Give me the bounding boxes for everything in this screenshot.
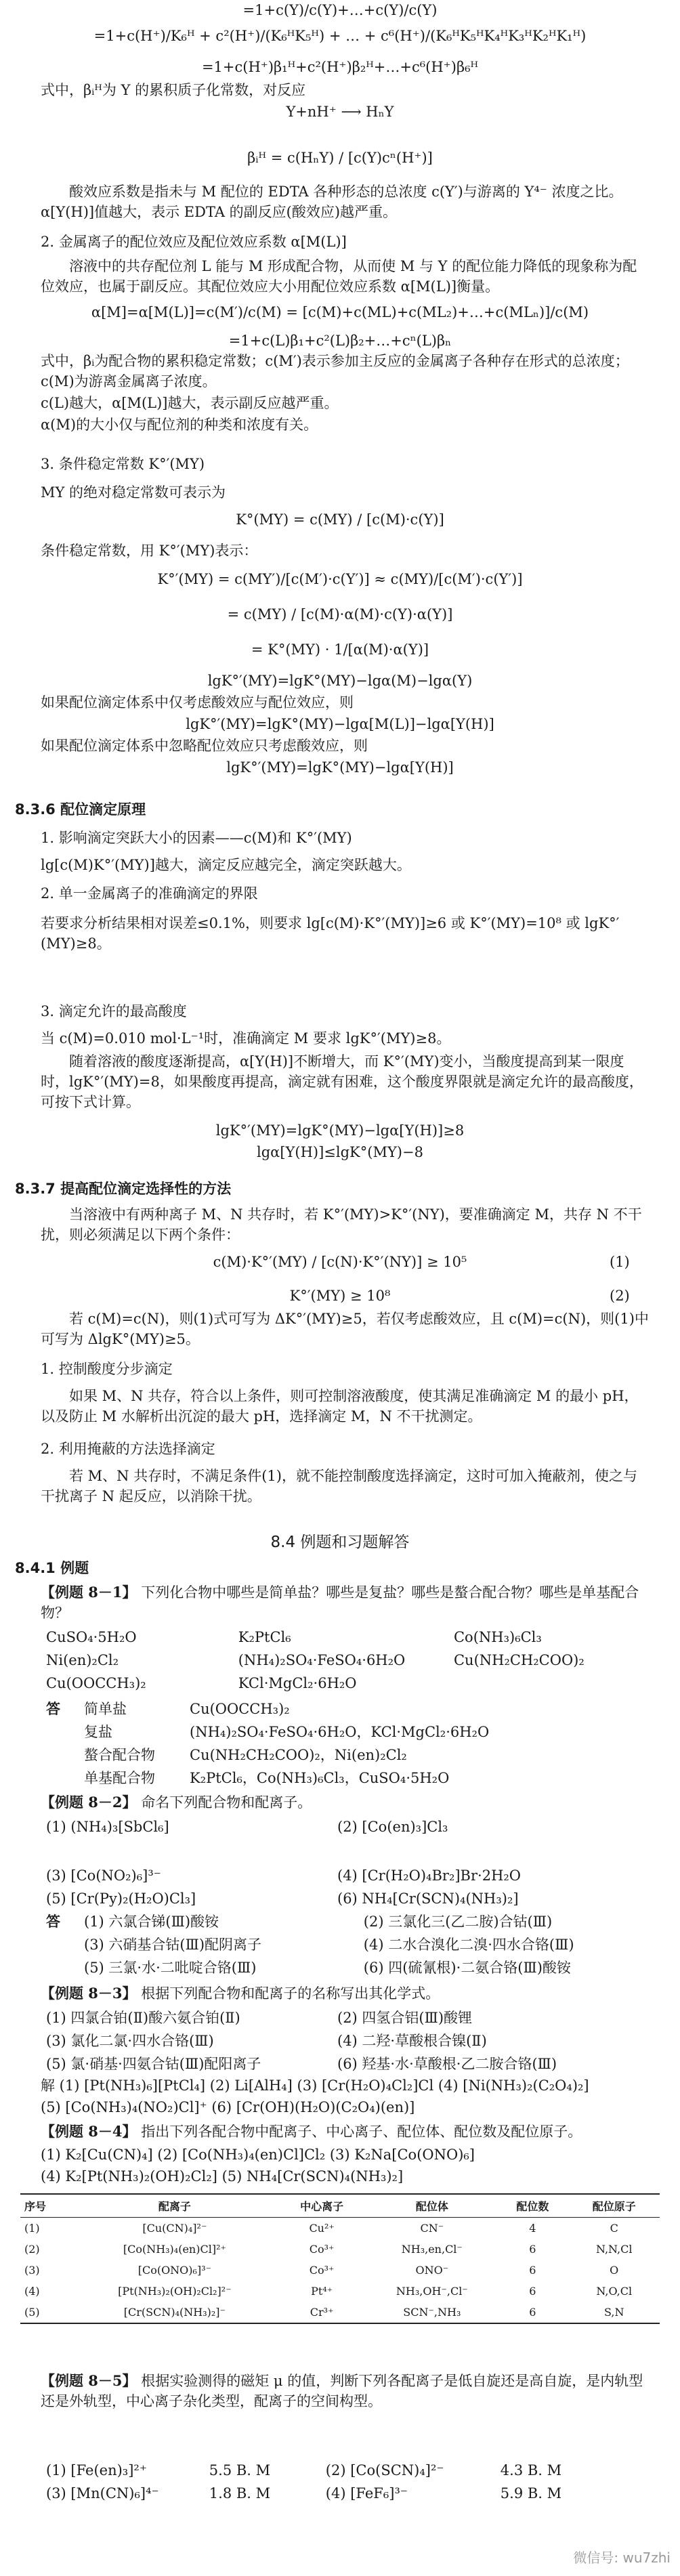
section-3-eq5: lgK°′(MY)=lgK°(MY)−lgα(M)−lgα(Y)	[207, 673, 473, 689]
ex5-moment: 5.5 B. M	[209, 2462, 271, 2478]
section-836-title: 8.3.6 配位滴定原理	[15, 801, 146, 818]
example-question: 根据下列配合物和配离子的名称写出其化学式。	[141, 1985, 440, 2002]
section-2-note1: 式中，βᵢ为配合物的累积稳定常数；c(M′)表示参加主反应的金属离子各种存在形式的总浓度；c(M)为游离金属离子浓度。	[41, 353, 629, 389]
example-8-3-items	[41, 2006, 650, 2075]
example-8-2-items	[41, 1815, 650, 1910]
section-3-p2: 条件稳定常数，用 K°′(MY)表示：	[41, 543, 258, 559]
example-label: 【例题 8－4】	[41, 2123, 137, 2140]
ex2-ans: (1) 六氯合锑(Ⅲ)酸铵	[84, 1914, 219, 1930]
example-8-5-items	[41, 2459, 650, 2505]
section-836-sub1: 1. 影响滴定突跃大小的因素——c(M)和 K°′(MY)	[41, 830, 352, 846]
ex5-moment: 5.9 B. M	[500, 2485, 562, 2501]
table-cell: (1)	[24, 2222, 40, 2235]
section-3-p4: 如果配位滴定体系中忽略配位效应只考虑酸效应，则	[41, 738, 368, 754]
ex5-ion: (2) [Co(SCN)₄]²⁻	[325, 2462, 444, 2478]
example-label: 【例题 8－1】	[41, 1584, 137, 1601]
example-label: 【例题 8－5】	[41, 2372, 137, 2389]
watermark: 微信号: wu7zhi	[573, 2550, 671, 2566]
ex2-item: (4) [Cr(H₂O)₄Br₂]Br·2H₂O	[337, 1867, 522, 1884]
example-8-2	[41, 1792, 650, 1813]
section-837-p3: 如果 M、N 共存，符合以上条件，则可控制溶液酸度，使其满足准确滴定 M 的最小 pH，以及防止 M 水解析出沉淀的最大 pH，选择滴定 M，N 不干扰测定。	[41, 1388, 639, 1424]
section-836-eq2: lgα[Y(H)]≤lgK°(MY)−8	[257, 1144, 423, 1160]
table-cell: C	[610, 2222, 618, 2235]
example-8-5	[41, 2371, 650, 2411]
table-row	[20, 2218, 660, 2239]
table-cell: N,N,Cl	[595, 2243, 633, 2256]
table-cell: ONO⁻	[415, 2264, 449, 2277]
ex3-item: (6) 羟基·水·草酸根·乙二胺合铬(Ⅲ)	[337, 2056, 557, 2072]
example-label: 【例题 8－2】	[41, 1794, 137, 1811]
ex3-item: (5) 氯·硝基·四氨合钴(Ⅲ)配阳离子	[46, 2056, 261, 2072]
table-cell: CN⁻	[420, 2222, 444, 2235]
ex2-ans: (4) 二水合溴化二溴·四水合铬(Ⅲ)	[363, 1937, 574, 1953]
section-3-title: 3. 条件稳定常数 K°′(MY)	[41, 456, 205, 472]
ex5-ion: (3) [Mn(CN)₆]⁴⁻	[46, 2485, 159, 2501]
ex2-ans: (6) 四(硫氰根)·二氨合铬(Ⅲ)酸铵	[363, 1960, 571, 1976]
table-cell: 4	[529, 2222, 536, 2235]
answer-label: 答	[46, 1913, 60, 1930]
section-2-note3: α(M)的大小仅与配位剂的种类和浓度有关。	[41, 417, 318, 433]
section-836-p2: 若要求分析结果相对误差≤0.1%，则要求 lg[c(M)·K°′(MY)]≥6 或 K°′(MY)=10⁸ 或 lgK°′(MY)≥8。	[41, 915, 620, 952]
ex2-item: (6) NH₄[Cr(SCN)₄(NH₃)₂]	[337, 1891, 519, 1907]
section-836-sub2: 2. 单一金属离子的准确滴定的界限	[41, 885, 258, 902]
ex1-ans-value: (NH₄)₂SO₄·FeSO₄·6H₂O，KCl·MgCl₂·6H₂O	[190, 1724, 490, 1740]
ex1-ans-value: Cu(NH₂CH₂COO)₂，Ni(en)₂Cl₂	[190, 1747, 407, 1763]
table-cell: N,O,Cl	[596, 2285, 633, 2298]
example-8-3-answer-line2: (5) [Co(NH₃)₄(NO₂)Cl]⁺ (6) [Cr(OH)(H₂O)(C₂O₄)(en)]	[41, 2099, 415, 2115]
table-cell: SCN⁻,NH₃	[403, 2306, 461, 2319]
table-cell: 6	[529, 2243, 536, 2256]
ex1-item: Cu(OOCCH₃)₂	[46, 1675, 146, 1691]
table-cell: [Co(NH₃)₄(en)Cl]²⁺	[123, 2243, 226, 2256]
table-cell: (3)	[24, 2264, 40, 2277]
table-header: 序号	[24, 2200, 47, 2213]
section-2-eq1: α[M]=α[M(L)]=c(M′)/c(M) = [c(M)+c(ML)+c(ML₂)+…+c(MLₙ)]/c(M)	[91, 304, 589, 320]
table-cell: [Cu(CN)₄]²⁻	[142, 2222, 207, 2235]
ex2-ans: (5) 三氯·水·二吡啶合铬(Ⅲ)	[84, 1960, 257, 1976]
table-cell: Co³⁺	[309, 2264, 335, 2277]
example-question: 根据实验测得的磁矩 μ 的值，判断下列各配离子是低自旋还是高自旋，是内轨型还是外轨型，中心离子杂化类型，配离子的空间构型。	[41, 2373, 643, 2409]
table-cell: NH₃,en,Cl⁻	[401, 2243, 463, 2256]
table-cell: NH₃,OH⁻,Cl⁻	[396, 2285, 468, 2298]
section-3-eq1: K°(MY) = c(MY) / [c(M)·c(Y)]	[236, 511, 444, 528]
section-836-p3: 当 c(M)=0.010 mol·L⁻¹时，准确滴定 M 要求 lgK°′(MY)≥8。	[41, 1030, 451, 1047]
example-question: 指出下列各配合物中配离子、中心离子、配位体、配位数及配位原子。	[141, 2124, 582, 2140]
section-3-eq4: = K°(MY) · 1/[α(M)·α(Y)]	[251, 641, 429, 658]
table-cell: Cr³⁺	[310, 2306, 334, 2319]
example-8-3	[41, 1983, 650, 2004]
ex1-ans-type: 简单盐	[84, 1701, 127, 1717]
table-cell: Cu²⁺	[309, 2222, 335, 2235]
section-837-title: 8.3.7 提高配位滴定选择性的方法	[15, 1181, 232, 1197]
ex1-item: (NH₄)₂SO₄·FeSO₄·6H₂O	[238, 1652, 406, 1668]
table-cell: 6	[529, 2264, 536, 2277]
table-header: 配位数	[516, 2200, 549, 2213]
ex1-item: K₂PtCl₆	[238, 1629, 291, 1645]
example-8-4-items-line1: (1) K₂[Cu(CN)₄] (2) [Co(NH₃)₄(en)Cl]Cl₂ (3) K₂Na[Co(ONO)₆]	[41, 2147, 475, 2163]
ex1-ans-type: 复盐	[84, 1724, 112, 1740]
table-cell: O	[610, 2264, 619, 2277]
ex1-item: Cu(NH₂CH₂COO)₂	[453, 1652, 585, 1668]
ex3-item: (4) 二羟·草酸根合镍(Ⅱ)	[337, 2033, 487, 2049]
ex1-ans-value: K₂PtCl₆，Co(NH₃)₆Cl₃，CuSO₄·5H₂O	[190, 1770, 450, 1786]
ex2-item: (3) [Co(NO₂)₆]³⁻	[46, 1867, 161, 1884]
answer-label: 答	[46, 1700, 60, 1717]
example-question: 命名下列配合物和配离子。	[141, 1794, 312, 1811]
section-2-eq2: =1+c(L)β₁+c²(L)β₂+…+cⁿ(L)βₙ	[228, 333, 452, 349]
beta-definition: 式中，βᵢᴴ为 Y 的累积质子化常数，对反应	[41, 82, 306, 98]
section-2-note2: c(L)越大，α[M(L)]越大，表示副反应越严重。	[41, 395, 339, 411]
table-header: 中心离子	[300, 2200, 344, 2213]
ex1-item: Co(NH₃)₆Cl₃	[453, 1629, 542, 1645]
table-header: 配位原子	[592, 2200, 636, 2213]
ex2-ans: (3) 六硝基合钴(Ⅲ)配阴离子	[84, 1937, 262, 1953]
table-cell: (4)	[24, 2285, 40, 2298]
example-8-4-items-line2: (4) K₂[Pt(NH₃)₂(OH)₂Cl₂] (5) NH₄[Cr(SCN)₄(NH₃)₂]	[41, 2168, 404, 2184]
section-837-sub2: 2. 利用掩蔽的方法选择滴定	[41, 1441, 215, 1457]
section-3-eq7: lgK°′(MY)=lgK°(MY)−lgα[Y(H)]	[226, 759, 454, 776]
ex2-item: (2) [Co(en)₃]Cl₃	[337, 1819, 448, 1835]
section-841-title: 8.4.1 例题	[15, 1560, 89, 1576]
example-label: 【例题 8－3】	[41, 1985, 137, 2002]
ex3-item: (1) 四氯合铂(Ⅱ)酸六氨合铂(Ⅱ)	[46, 2010, 240, 2026]
ex1-ans-type: 螯合配合物	[84, 1747, 155, 1763]
example-8-2-answer	[41, 1910, 650, 1979]
ex5-ion: (1) [Fe(en)₃]²⁺	[46, 2462, 147, 2478]
table-row	[20, 2260, 660, 2281]
section-3-eq2: K°′(MY) = c(MY′)/[c(M′)·c(Y′)] ≈ c(MY)/[c(M′)·c(Y′)]	[157, 571, 523, 587]
section-836-p4: 随着溶液的酸度逐渐提高，α[Y(H)]不断增大，而 K°′(MY)变小，当酸度提高到某一限度时，lgK°′(MY)=8，如果酸度再提高，滴定就有困难，这个酸度界限就是滴定允许的最高酸度，可按下式计算。	[41, 1053, 643, 1110]
ex1-item: CuSO₄·5H₂O	[46, 1629, 137, 1645]
table-cell: S,N	[603, 2306, 624, 2319]
table-cell: Pt⁴⁺	[311, 2285, 333, 2298]
alpha-eq-line3: =1+c(H⁺)β₁ᴴ+c²(H⁺)β₂ᴴ+…+c⁶(H⁺)β₆ᴴ	[201, 59, 479, 75]
example-8-3-answer-line1: 解 (1) [Pt(NH₃)₆][PtCl₄] (2) Li[AlH₄] (3) [Cr(H₂O)₄Cl₂]Cl (4) [Ni(NH₃)₂(C₂O₄)₂]	[41, 2077, 589, 2094]
table-header: 配位体	[415, 2200, 448, 2213]
reaction-equation: Y+nH⁺ ⟶ HₙY	[286, 104, 394, 120]
table-cell: [Co(ONO)₆]³⁻	[137, 2264, 212, 2277]
table-cell: (5)	[24, 2306, 40, 2319]
table-cell: 6	[529, 2306, 536, 2319]
section-3-eq6: lgK°′(MY)=lgK°(MY)−lgα[M(L)]−lgα[Y(H)]	[186, 716, 494, 732]
table-cell: [Cr(SCN)₄(NH₃)₂]⁻	[123, 2306, 226, 2319]
table-row	[20, 2302, 660, 2323]
section-837-eq1: c(M)·K°′(MY) / [c(N)·K°′(NY)] ≥ 10⁵	[213, 1254, 467, 1270]
example-8-1-answer	[41, 1697, 650, 1790]
table-cell: (2)	[24, 2243, 40, 2256]
table-cell: Co³⁺	[309, 2243, 335, 2256]
section-3-p3: 如果配位滴定体系中仅考虑酸效应与配位效应，则	[41, 694, 354, 711]
section-84-title: 8.4 例题和习题解答	[270, 1534, 410, 1551]
section-3-eq3: = c(MY) / [c(M)·α(M)·c(Y)·α(Y)]	[227, 606, 453, 622]
section-837-eq2: K°′(MY) ≥ 10⁸	[289, 1288, 391, 1304]
ex5-moment: 1.8 B. M	[209, 2485, 271, 2501]
example-8-4	[41, 2121, 650, 2142]
ex1-ans-value: Cu(OOCCH₃)₂	[190, 1701, 290, 1717]
table-cell: 6	[529, 2285, 536, 2298]
section-2-paragraph: 溶液中的共存配位剂 L 能与 M 形成配合物，从而使 M 与 Y 的配位能力降低的现象称为配位效应，也属于副反应。其配位效应大小用配位效应系数 α[M(L)]衡量。	[41, 258, 637, 295]
ex3-item: (2) 四氢合铝(Ⅲ)酸锂	[337, 2010, 473, 2026]
example-question: 下列化合物中哪些是简单盐？哪些是复盐？哪些是螯合配合物？哪些是单基配合物？	[41, 1584, 639, 1621]
section-837-p4: 若 M、N 共存时，不满足条件(1)，就不能控制酸度选择滴定，这时可加入掩蔽剂，使之与干扰离子 N 起反应，以消除干扰。	[41, 1468, 637, 1504]
ex5-moment: 4.3 B. M	[500, 2462, 562, 2478]
table-cell: [Pt(NH₃)₂(OH)₂Cl₂]²⁻	[118, 2285, 232, 2298]
ex2-item: (5) [Cr(Py)₂(H₂O)Cl₃]	[46, 1891, 196, 1907]
section-837-eq2-number: (2)	[610, 1288, 630, 1304]
section-837-eq1-number: (1)	[610, 1254, 630, 1270]
example-8-1-items	[41, 1626, 650, 1695]
ex1-item	[448, 1672, 623, 1695]
ligand-table	[20, 2193, 660, 2324]
section-836-sub3: 3. 滴定允许的最高酸度	[41, 1003, 187, 1019]
ex5-ion: (4) [FeF₆]³⁻	[325, 2485, 408, 2501]
section-837-p2: 若 c(M)=c(N)，则(1)式可写为 ΔK°′(MY)≥5，若仅考虑酸效应，且 c(M)=c(N)，则(1)中可写为 ΔlgK°(MY)≥5。	[41, 1311, 649, 1347]
beta-equation: βᵢᴴ = c(HₙY) / [c(Y)cⁿ(H⁺)]	[247, 150, 433, 166]
ex1-item: Ni(en)₂Cl₂	[46, 1652, 119, 1668]
alpha-eq-line2: =1+c(H⁺)/K₆ᴴ + c²(H⁺)/(K₆ᴴK₅ᴴ) + … + c⁶(H⁺)/(K₆ᴴK₅ᴴK₄ᴴK₃ᴴK₂ᴴK₁ᴴ)	[93, 28, 587, 44]
table-row	[20, 2281, 660, 2302]
ex2-ans: (2) 三氯化三(乙二胺)合钴(Ⅲ)	[363, 1914, 553, 1930]
ex1-item: KCl·MgCl₂·6H₂O	[238, 1675, 357, 1691]
ex3-item: (3) 氯化二氯·四水合铬(Ⅲ)	[46, 2033, 214, 2049]
section-837-sub1: 1. 控制酸度分步滴定	[41, 1361, 173, 1377]
acid-effect-paragraph: 酸效应系数是指未与 M 配位的 EDTA 各种形态的总浓度 c(Y′)与游离的 Y⁴⁻ 浓度之比。α[Y(H)]值越大，表示 EDTA 的副反应(酸效应)越严重。	[41, 184, 623, 220]
section-2-title: 2. 金属离子的配位效应及配位效应系数 α[M(L)]	[41, 234, 347, 250]
table-header: 配离子	[158, 2200, 191, 2213]
section-836-p1: lg[c(M)K°′(MY)]越大，滴定反应越完全，滴定突跃越大。	[41, 857, 411, 873]
alpha-eq-line1: =1+c(Y)/c(Y)+…+c(Y)/c(Y)	[242, 2, 438, 18]
section-837-p1: 当溶液中有两种离子 M、N 共存时，若 K°′(MY)>K°′(NY)，要准确滴定 M，共存 N 不干扰，则必须满足以下两个条件：	[41, 1206, 642, 1243]
section-836-eq1: lgK°′(MY)=lgK°(MY)−lgα[Y(H)]≥8	[215, 1122, 465, 1139]
table-row	[20, 2239, 660, 2260]
section-3-p1: MY 的绝对稳定常数可表示为	[41, 484, 226, 501]
ex1-ans-type: 单基配合物	[84, 1770, 155, 1786]
example-8-1	[41, 1582, 650, 1623]
ex2-item: (1) (NH₄)₃[SbCl₆]	[46, 1819, 169, 1835]
